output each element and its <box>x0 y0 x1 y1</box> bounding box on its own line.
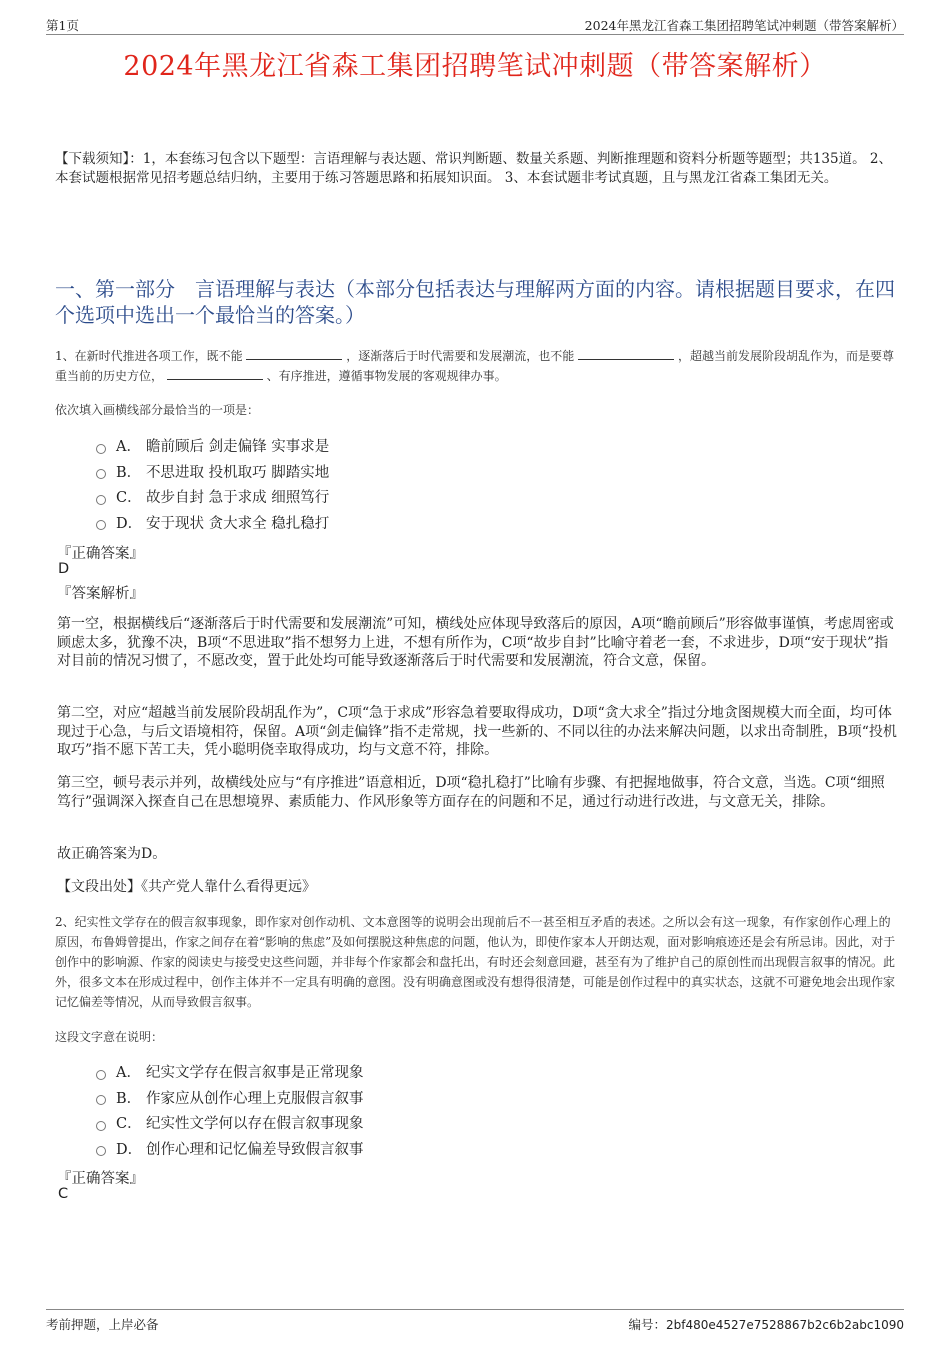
blank-1 <box>246 347 342 360</box>
page-number: 第1页 <box>46 18 79 33</box>
download-notice: 【下载须知】：1，本套练习包含以下题型：言语理解与表达题、常识判断题、数量关系题、判断推理题和资料分析题等题型；共135道。 2、本套试题根据常见招考题总结归纳，主要用于练习答题思路和拓展知识面。 3、本套试题非考试真题，且与黑龙江省森工集团无关。 <box>55 151 892 186</box>
footer-code: 编号：2bf480e4527e7528867b2c6b2abc1090 <box>628 1317 904 1332</box>
answer-label: 『正确答案』 <box>57 546 144 562</box>
blank-3 <box>167 367 263 380</box>
radio-icon[interactable] <box>96 520 106 530</box>
option-c[interactable]: C． 纪实性文学何以存在假言叙事现象 <box>96 1110 364 1136</box>
question-1-seg2: ，逐渐落后于时代需要和发展潮流，也不能 <box>346 349 575 363</box>
question-1-stem <box>55 346 900 386</box>
question-1-seg3: ，超越当前发展阶段胡乱作为，而是要尊重当前的历史方位， <box>55 349 894 383</box>
analysis-label: 『答案解析』 <box>57 586 144 602</box>
analysis-paragraph-2: 第二空，对应“超越当前发展阶段胡乱作为”，C项“急于求成”形容急着要取得成功，D项“贪大求全”指过分地贪图规模大而全面，均可体现过于心急，与后文语境相符，保留。A项“剑走偏锋”指不走常规，找一些新的、不同以往的办法来解决问题，以求出奇制胜，B项“投机取巧”指不愿下苦工夫，凭小聪明侥幸取得成功，均与文意不符，排除。 <box>57 705 897 758</box>
page-header <box>46 16 904 35</box>
document-title: 2024年黑龙江省森工集团招聘笔试冲刺题（带答案解析） <box>123 51 827 82</box>
option-b[interactable]: B． 不思进取 投机取巧 脚踏实地 <box>96 459 329 485</box>
question-1-options <box>96 433 329 535</box>
answer-label: 『正确答案』 <box>57 1171 144 1187</box>
radio-icon[interactable] <box>96 1121 106 1131</box>
blank-2 <box>578 347 674 360</box>
radio-icon[interactable] <box>96 495 106 505</box>
question-2-options <box>96 1059 364 1161</box>
question-2-stem: 2、纪实性文学存在的假言叙事现象，即作家对创作动机、文本意图等的说明会出现前后不一甚至相互矛盾的表述。之所以会有这一现象，有作家创作心理上的原因，布鲁姆曾提出，作家之间存在着“影响的焦虑”及如何摆脱这种焦虑的问题，他认为，即使作家本人开朗达观，面对影响痕迹还是会有所忌讳。因此，对于创作中的影响源、作家的阅读史与接受史这些问题，并非每个作家都会和盘托出，有时还会刻意回避，甚至有为了维护自己的原创性而出现假言叙事的情况。此外，很多文本在形成过程中，创作主体并不一定具有明确的意图。没有明确意图或没有想得很清楚，可能是创作过程中的真实状态，这就不可避免地会出现作家记忆偏差等情况，从而导致假言叙事。 <box>55 915 896 1009</box>
footer-slogan: 考前押题，上岸必备 <box>46 1317 159 1332</box>
option-d[interactable]: D． 创作心理和记忆偏差导致假言叙事 <box>96 1136 364 1162</box>
analysis-conclusion: 故正确答案为D。 <box>57 846 167 862</box>
option-c[interactable]: C． 故步自封 急于求成 细照笃行 <box>96 484 329 510</box>
radio-icon[interactable] <box>96 1095 106 1105</box>
analysis-paragraph-3: 第三空，顿号表示并列，故横线处应与“有序推进”语意相近，D项“稳扎稳打”比喻有步骤、有把握地做事，符合文意，当选。C项“细照笃行”强调深入探查自己在思想境界、素质能力、作风形象等方面存在的问题和不足，通过行动进行改进，与文意无关，排除。 <box>57 775 885 810</box>
radio-icon[interactable] <box>96 1146 106 1156</box>
analysis-paragraph-1: 第一空，根据横线后“逐渐落后于时代需要和发展潮流”可知，横线处应体现导致落后的原因，A项“瞻前顾后”形容做事谨慎，考虑周密或顾虑太多，犹豫不决，B项“不思进取”指不想努力上进，不想有所作为，C项“故步自封”比喻守着老一套，不求进步，D项“安于现状”指对目前的情况习惯了，不愿改变，置于此处均可能导致逐渐落后于时代需要和发展潮流，符合文意，保留。 <box>57 616 894 669</box>
radio-icon[interactable] <box>96 1070 106 1080</box>
header-doc-title: 2024年黑龙江省森工集团招聘笔试冲刺题（带答案解析） <box>584 18 904 33</box>
option-b[interactable]: B． 作家应从创作心理上克服假言叙事 <box>96 1085 364 1111</box>
answer-value: D <box>58 561 70 577</box>
question-1-instruction: 依次填入画横线部分最恰当的一项是： <box>55 403 260 417</box>
source-citation: 【文段出处】《共产党人靠什么看得更远》 <box>57 879 316 895</box>
option-a[interactable]: A． 瞻前顾后 剑走偏锋 实事求是 <box>96 433 329 459</box>
answer-value: C <box>58 1186 69 1202</box>
radio-icon[interactable] <box>96 469 106 479</box>
radio-icon[interactable] <box>96 444 106 454</box>
option-d[interactable]: D． 安于现状 贪大求全 稳扎稳打 <box>96 510 329 536</box>
question-2-instruction: 这段文字意在说明： <box>55 1030 164 1044</box>
option-a[interactable]: A． 纪实文学存在假言叙事是正常现象 <box>96 1059 364 1085</box>
section-heading: 一、第一部分 言语理解与表达（本部分包括表达与理解两方面的内容。请根据题目要求，在四个选项中选出一个最恰当的答案。） <box>55 277 895 327</box>
question-1-seg1: 1、在新时代推进各项工作，既不能 <box>55 349 243 363</box>
page-footer <box>46 1309 904 1335</box>
question-1-seg4: 、有序推进，遵循事物发展的客观规律办事。 <box>266 369 507 383</box>
